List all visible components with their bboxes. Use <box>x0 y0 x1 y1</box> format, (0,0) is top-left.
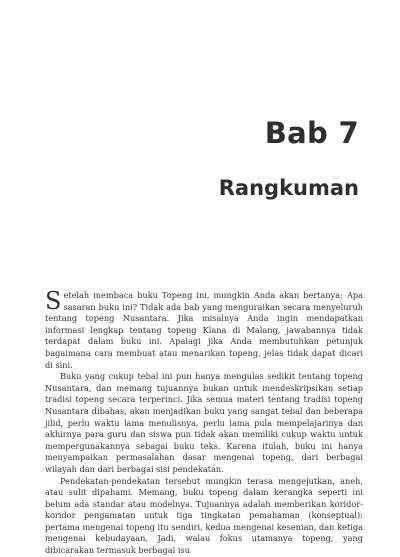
drop-cap: S <box>45 287 62 315</box>
paragraph-1 <box>45 287 363 371</box>
paragraph-2: Buku yang cukup tebal ini pun hanya mengulas sedikit tentang topeng Nusantara, dan memang tujuannya bukan untuk mendeskripsikan setiap tradisi topeng secara terperinci. Jika semua materi tentang tradisi topeng Nusantara dibahas, akan menjadikan buku yang sangat tebal dan beberapa jilid, perlu waktu lama menulisnya, perlu lama pula mempelajarinya dan akhirnya para guru dan siswa pun tidak akan memiliki cukup waktu untuk mempergunakannya sebagai buku teks. Karena itulah, buku ini hanya menyampaikan permasalahan dasar mengenai topeng, dari berbagai wilayah dan dari berbagai sisi pendekatan. <box>45 371 363 474</box>
paragraph-3: Pendekatan-pendekatan tersebut mungkin terasa mengejutkan, aneh, atau sulit dipahami. Memang, buku topeng dalam kerangka seperti ini belum ada standar atau modelnya. Tujuannya adalah memberikan koridor-koridor pengamatan untuk tiga tingkatan pemahaman (konseptual): pertama mengenai topeng itu sendiri, kedua mengenai kesenian, dan ketiga mengenai kebudayaan. Jadi, walau fokus utamanya topeng, yang dibicarakan termasuk berbagai isu <box>45 475 363 556</box>
chapter-number: Bab 7 <box>264 116 359 150</box>
paragraph-1-text: etelah membaca buku Topeng ini, mungkin Anda akan bertanya: Apa sasaran buku ini? Tidak ada bab yang menguraikan secara menyeluruh tentang topeng Nusantara. Jika misalnya Anda ingin mendapatkan informasi lengkap tentang topeng Klana di Malang, jawabannya tidak terdapat dalam buku ini. Apalagi jika Anda membutuhkan petunjuk bagaimana cara membuat atau menarikan topeng, jelas tidak dapat dicari di sini. <box>45 290 363 370</box>
body-text <box>45 287 363 557</box>
chapter-title: Rangkuman <box>218 176 359 200</box>
